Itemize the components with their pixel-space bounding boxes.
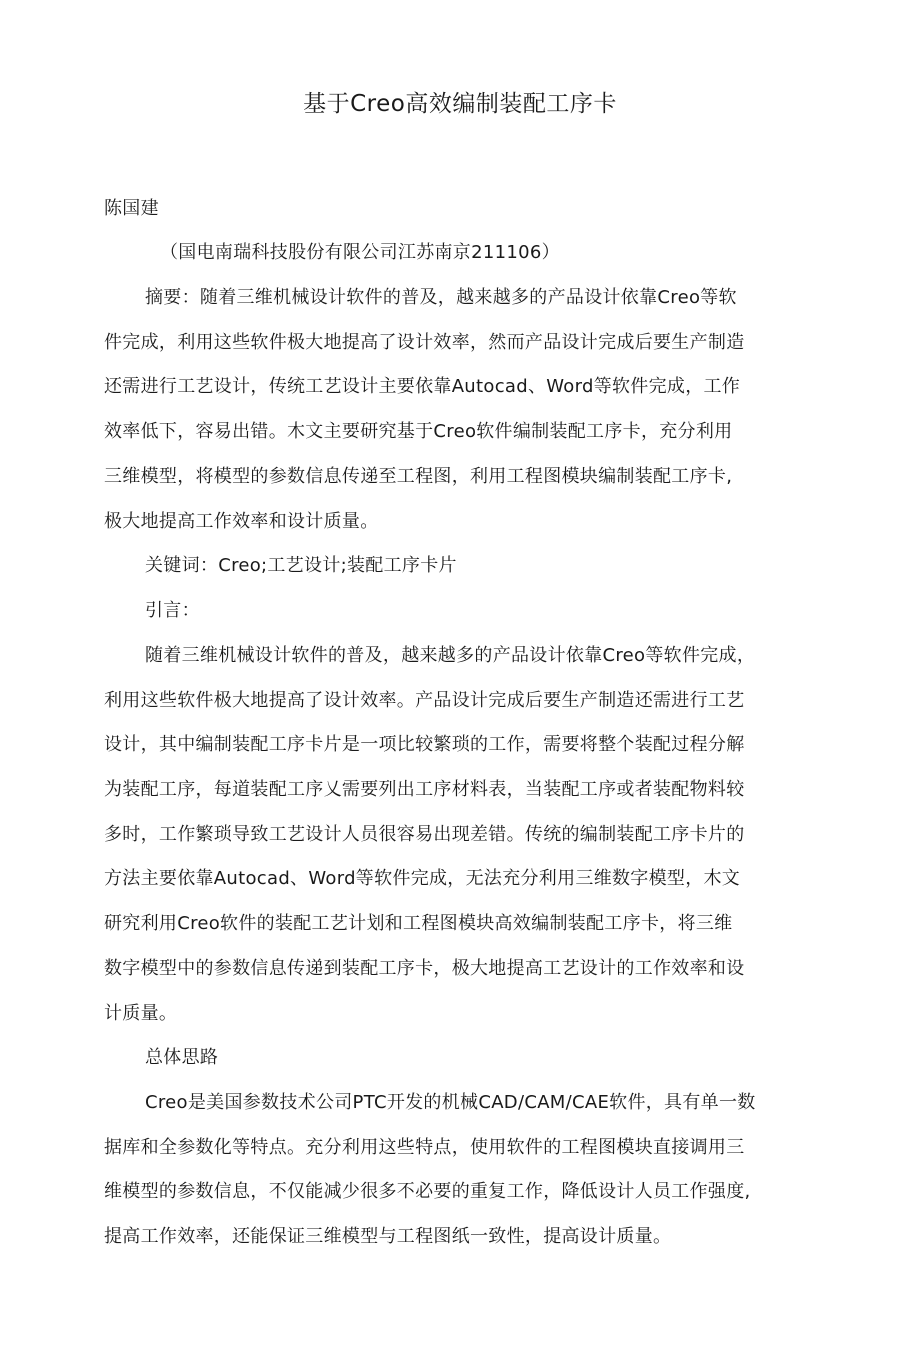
abstract-line: 件完成，利用这些软件极大地提高了设计效率，然而产品设计完成后要生产制造	[104, 332, 745, 353]
intro-line: 数字模型中的参数信息传递到装配工序卡，极大地提高工艺设计的工作效率和设	[104, 958, 745, 979]
document-title: 基于Creo高效编制装配工序卡	[303, 91, 617, 117]
author-name: 陈国建	[104, 198, 159, 219]
intro-line: 研究利用Creo软件的装配工艺计划和工程图模块高效编制装配工序卡，将三维	[104, 913, 733, 934]
affiliation: （国电南瑞科技股份有限公司江苏南京211106）	[160, 242, 560, 263]
abstract-line: 极大地提高工作效率和设计质量。	[104, 511, 379, 532]
section-line: Creo是美国参数技术公司PTC开发的机械CAD/CAM/CAE软件，具有单一数	[145, 1092, 756, 1113]
intro-line: 方法主要依靠Autocad、Word等软件完成，无法充分利用三维数字模型，木文	[104, 868, 741, 889]
abstract-line: 摘要：随着三维机械设计软件的普及，越来越多的产品设计依靠Creo等软	[145, 287, 737, 308]
intro-line: 设计，其中编制装配工序卡片是一项比较繁琐的工作，需要将整个装配过程分解	[104, 734, 745, 755]
intro-line: 利用这些软件极大地提高了设计效率。产品设计完成后要生产制造还需进行工艺	[104, 690, 745, 711]
keywords: 关键词：Creo;工艺设计;装配工序卡片	[145, 555, 457, 576]
intro-line: 多时，工作繁琐导致工艺设计人员很容易出现差错。传统的编制装配工序卡片的	[104, 824, 745, 845]
section-heading: 总体思路	[145, 1047, 219, 1068]
intro-line: 计质量。	[104, 1003, 178, 1024]
abstract-line: 三维模型，将模型的参数信息传递至工程图，利用工程图模块编制装配工序卡,	[104, 466, 733, 487]
abstract-line: 效率低下，容易出错。木文主要研究基于Creo软件编制装配工序卡，充分利用	[104, 421, 733, 442]
intro-heading: 引言：	[145, 600, 200, 621]
section-line: 提高工作效率，还能保证三维模型与工程图纸一致性，提高设计质量。	[104, 1226, 672, 1247]
intro-line: 为装配工序，每道装配工序乂需要列出工序材料表，当装配工序或者装配物料较	[104, 779, 745, 800]
section-line: 据库和全参数化等特点。充分利用这些特点，使用软件的工程图模块直接调用三	[104, 1137, 745, 1158]
intro-line: 随着三维机械设计软件的普及，越来越多的产品设计依靠Creo等软件完成，	[145, 645, 756, 666]
section-line: 维模型的参数信息，不仅能减少很多不必要的重复工作，降低设计人员工作强度,	[104, 1181, 751, 1202]
abstract-line: 还需进行工艺设计，传统工艺设计主要依靠Autocad、Word等软件完成，工作	[104, 376, 741, 397]
